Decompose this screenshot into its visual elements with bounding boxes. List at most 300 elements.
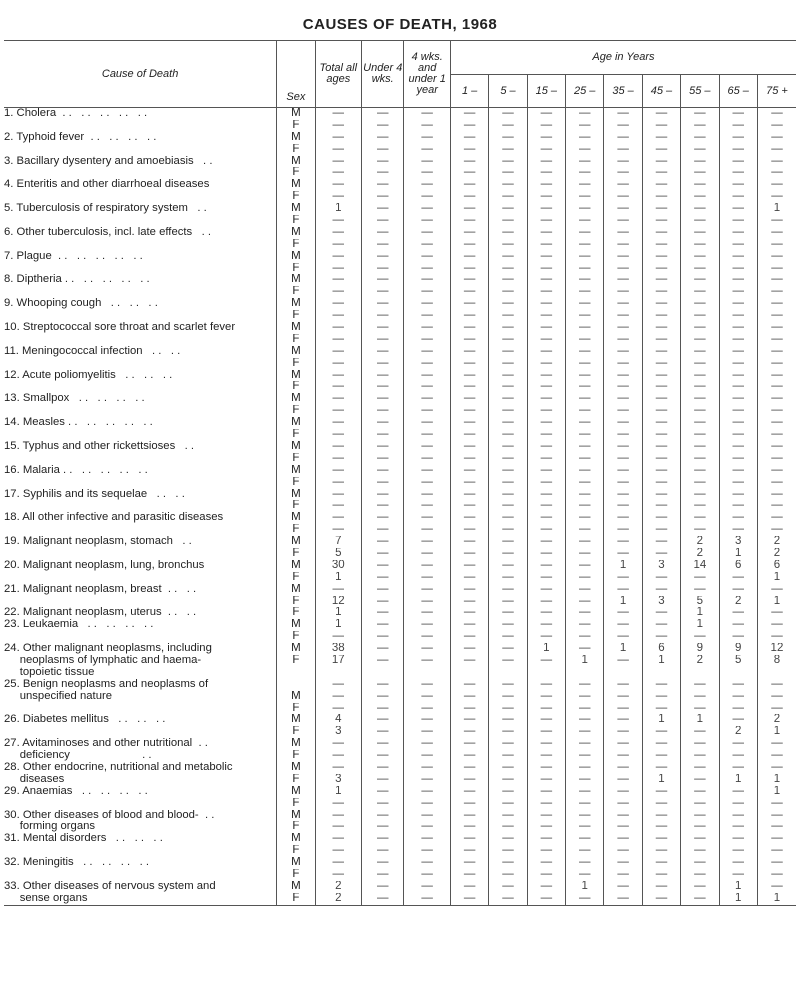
table-row: [4, 215, 796, 227]
value-cell: —: [362, 607, 404, 619]
value-cell: —: [450, 774, 488, 786]
value-cell: —: [450, 334, 488, 346]
value-cell: —: [681, 429, 719, 441]
value-cell: —: [527, 512, 565, 524]
value-cell: —: [642, 703, 680, 715]
cause-label: 8. Diptheria . . . . . . . . . .: [4, 274, 150, 286]
sex-cell: M: [277, 714, 315, 726]
value-cell: 2: [757, 536, 796, 548]
value-cell: —: [362, 821, 404, 833]
value-cell: —: [681, 120, 719, 132]
value-cell: —: [315, 286, 361, 298]
value-cell: —: [315, 298, 361, 310]
table-row: [4, 893, 796, 905]
value-cell: —: [362, 833, 404, 845]
value-cell: —: [642, 584, 680, 596]
sex-cell: F: [277, 286, 315, 298]
value-cell: —: [566, 643, 604, 655]
value-cell: 1: [757, 893, 796, 905]
value-cell: —: [719, 263, 757, 275]
value-cell: —: [604, 393, 642, 405]
value-cell: —: [527, 881, 565, 893]
value-cell: —: [681, 381, 719, 393]
value-cell: —: [757, 738, 796, 750]
sex-cell: M: [277, 560, 315, 572]
value-cell: —: [527, 239, 565, 251]
value-cell: —: [604, 215, 642, 227]
value-cell: —: [757, 393, 796, 405]
header-under-4-wks: Under 4 wks.: [362, 41, 404, 108]
table-row: [4, 798, 796, 810]
value-cell: —: [404, 429, 450, 441]
value-cell: —: [604, 477, 642, 489]
value-cell: —: [450, 572, 488, 584]
value-cell: —: [681, 524, 719, 536]
value-cell: —: [604, 429, 642, 441]
value-cell: 1: [757, 726, 796, 738]
value-cell: —: [450, 286, 488, 298]
value-cell: —: [604, 132, 642, 144]
value-cell: —: [450, 536, 488, 548]
value-cell: —: [566, 572, 604, 584]
value-cell: —: [404, 144, 450, 156]
value-cell: 1: [719, 881, 757, 893]
value-cell: —: [404, 643, 450, 655]
sex-cell: F: [277, 703, 315, 715]
value-cell: —: [450, 512, 488, 524]
value-cell: —: [757, 703, 796, 715]
value-cell: —: [404, 322, 450, 334]
table-row: [4, 643, 796, 655]
value-cell: —: [642, 786, 680, 798]
value-cell: —: [757, 358, 796, 370]
value-cell: —: [450, 881, 488, 893]
value-cell: —: [719, 857, 757, 869]
value-cell: 5: [681, 596, 719, 608]
value-cell: —: [450, 274, 488, 286]
cause-label: 13. Smallpox . . . . . . . .: [4, 393, 145, 405]
value-cell: —: [362, 322, 404, 334]
value-cell: —: [527, 489, 565, 501]
cause-label: 5. Tuberculosis of respiratory system . .: [4, 203, 207, 215]
table-row: [4, 405, 796, 417]
value-cell: —: [450, 596, 488, 608]
value-cell: —: [404, 833, 450, 845]
value-cell: —: [719, 714, 757, 726]
value-cell: 30: [315, 560, 361, 572]
value-cell: —: [362, 703, 404, 715]
value-cell: —: [404, 477, 450, 489]
value-cell: —: [527, 417, 565, 429]
value-cell: —: [489, 239, 527, 251]
sex-cell: F: [277, 381, 315, 393]
value-cell: —: [681, 845, 719, 857]
value-cell: —: [404, 405, 450, 417]
value-cell: —: [681, 322, 719, 334]
value-cell: —: [315, 631, 361, 643]
value-cell: —: [604, 298, 642, 310]
value-cell: —: [450, 144, 488, 156]
value-cell: —: [757, 679, 796, 691]
value-cell: —: [404, 798, 450, 810]
value-cell: —: [362, 453, 404, 465]
sex-cell: M: [277, 536, 315, 548]
value-cell: 1: [566, 655, 604, 667]
cause-label: [4, 310, 277, 322]
value-cell: —: [315, 120, 361, 132]
value-cell: —: [604, 453, 642, 465]
value-cell: 2: [757, 714, 796, 726]
value-cell: —: [566, 393, 604, 405]
value-cell: —: [527, 334, 565, 346]
value-cell: —: [362, 596, 404, 608]
header-age-2: 15 –: [527, 75, 565, 108]
table-row: [4, 596, 796, 608]
value-cell: —: [566, 429, 604, 441]
value-cell: —: [489, 500, 527, 512]
value-cell: —: [566, 132, 604, 144]
value-cell: [489, 667, 527, 679]
value-cell: —: [489, 286, 527, 298]
value-cell: —: [681, 132, 719, 144]
value-cell: —: [719, 239, 757, 251]
value-cell: —: [642, 108, 680, 120]
value-cell: 5: [719, 655, 757, 667]
value-cell: —: [450, 786, 488, 798]
value-cell: —: [642, 132, 680, 144]
cause-label: [4, 358, 277, 370]
value-cell: —: [489, 643, 527, 655]
value-cell: —: [362, 726, 404, 738]
value-cell: —: [404, 881, 450, 893]
value-cell: 1: [642, 714, 680, 726]
value-cell: —: [527, 548, 565, 560]
table-row: [4, 524, 796, 536]
value-cell: —: [604, 762, 642, 774]
value-cell: —: [404, 120, 450, 132]
value-cell: —: [527, 833, 565, 845]
value-cell: —: [642, 263, 680, 275]
value-cell: 1: [719, 893, 757, 905]
value-cell: —: [681, 679, 719, 691]
value-cell: —: [450, 619, 488, 631]
value-cell: —: [566, 786, 604, 798]
value-cell: —: [566, 310, 604, 322]
value-cell: —: [527, 714, 565, 726]
value-cell: —: [642, 869, 680, 881]
value-cell: 1: [315, 619, 361, 631]
value-cell: 3: [315, 726, 361, 738]
value-cell: —: [489, 619, 527, 631]
value-cell: —: [757, 156, 796, 168]
value-cell: —: [450, 833, 488, 845]
value-cell: —: [604, 179, 642, 191]
value-cell: —: [527, 251, 565, 263]
header-age-6: 55 –: [681, 75, 719, 108]
value-cell: —: [362, 893, 404, 905]
value-cell: —: [404, 619, 450, 631]
value-cell: —: [362, 500, 404, 512]
value-cell: —: [566, 179, 604, 191]
value-cell: —: [757, 833, 796, 845]
value-cell: —: [681, 215, 719, 227]
table-row: [4, 810, 796, 822]
value-cell: —: [757, 857, 796, 869]
value-cell: —: [757, 227, 796, 239]
value-cell: —: [642, 334, 680, 346]
value-cell: —: [719, 108, 757, 120]
value-cell: —: [642, 489, 680, 501]
value-cell: —: [404, 524, 450, 536]
value-cell: —: [489, 251, 527, 263]
value-cell: —: [757, 489, 796, 501]
value-cell: —: [566, 560, 604, 572]
sex-cell: F: [277, 774, 315, 786]
sex-cell: F: [277, 500, 315, 512]
value-cell: —: [450, 584, 488, 596]
value-cell: —: [681, 393, 719, 405]
cause-label: 30. Other diseases of blood and blood- . .: [4, 809, 215, 821]
table-row: [4, 167, 796, 179]
value-cell: —: [566, 322, 604, 334]
value-cell: 6: [719, 560, 757, 572]
cause-label: forming organs: [4, 821, 96, 833]
cause-label: 32. Meningitis . . . . . . . .: [4, 857, 150, 869]
value-cell: —: [642, 179, 680, 191]
value-cell: —: [404, 370, 450, 382]
value-cell: —: [527, 429, 565, 441]
value-cell: —: [681, 584, 719, 596]
value-cell: —: [642, 298, 680, 310]
value-cell: —: [404, 631, 450, 643]
table-row: [4, 512, 796, 524]
value-cell: —: [362, 881, 404, 893]
value-cell: 1: [566, 881, 604, 893]
value-cell: —: [757, 762, 796, 774]
value-cell: —: [450, 500, 488, 512]
value-cell: —: [450, 346, 488, 358]
value-cell: —: [404, 560, 450, 572]
value-cell: —: [527, 857, 565, 869]
value-cell: —: [315, 465, 361, 477]
value-cell: —: [362, 762, 404, 774]
value-cell: —: [566, 477, 604, 489]
value-cell: —: [404, 179, 450, 191]
cause-label: 31. Mental disorders . . . . . .: [4, 833, 163, 845]
cause-label: 6. Other tuberculosis, incl. late effects . .: [4, 226, 211, 238]
value-cell: —: [642, 346, 680, 358]
value-cell: —: [681, 798, 719, 810]
cause-label: [4, 167, 277, 179]
value-cell: 1: [757, 774, 796, 786]
cause-label: [4, 726, 277, 738]
cause-label: sense organs: [4, 893, 277, 905]
value-cell: —: [604, 655, 642, 667]
sex-cell: M: [277, 786, 315, 798]
value-cell: —: [362, 381, 404, 393]
value-cell: —: [566, 679, 604, 691]
value-cell: —: [719, 441, 757, 453]
sex-cell: F: [277, 334, 315, 346]
table-row: [4, 726, 796, 738]
value-cell: —: [315, 334, 361, 346]
value-cell: 12: [315, 596, 361, 608]
value-cell: —: [642, 833, 680, 845]
value-cell: —: [489, 821, 527, 833]
value-cell: —: [604, 370, 642, 382]
value-cell: —: [566, 524, 604, 536]
table-row: [4, 667, 796, 679]
value-cell: —: [604, 156, 642, 168]
value-cell: 14: [681, 560, 719, 572]
value-cell: —: [362, 251, 404, 263]
sex-cell: F: [277, 798, 315, 810]
table-row: [4, 786, 796, 798]
value-cell: —: [757, 215, 796, 227]
value-cell: —: [362, 489, 404, 501]
cause-label: 2. Typhoid fever . . . . . . . .: [4, 131, 157, 143]
value-cell: —: [489, 750, 527, 762]
value-cell: —: [362, 512, 404, 524]
value-cell: —: [719, 179, 757, 191]
value-cell: —: [719, 203, 757, 215]
value-cell: 2: [681, 548, 719, 560]
value-cell: —: [757, 465, 796, 477]
value-cell: —: [604, 500, 642, 512]
value-cell: —: [489, 417, 527, 429]
value-cell: —: [642, 881, 680, 893]
sex-cell: M: [277, 881, 315, 893]
table-row: [4, 108, 796, 120]
sex-cell: F: [277, 191, 315, 203]
table-row: [4, 263, 796, 275]
value-cell: —: [315, 869, 361, 881]
value-cell: —: [681, 703, 719, 715]
cause-label: [4, 405, 277, 417]
sex-cell: M: [277, 643, 315, 655]
value-cell: —: [642, 191, 680, 203]
value-cell: —: [681, 108, 719, 120]
table-row: [4, 381, 796, 393]
value-cell: —: [404, 286, 450, 298]
sex-cell: F: [277, 477, 315, 489]
value-cell: [566, 667, 604, 679]
table-row: [4, 179, 796, 191]
value-cell: —: [642, 762, 680, 774]
value-cell: —: [566, 691, 604, 703]
sex-cell: M: [277, 179, 315, 191]
cause-label: [4, 191, 277, 203]
value-cell: —: [362, 156, 404, 168]
table-row: [4, 370, 796, 382]
value-cell: —: [527, 619, 565, 631]
value-cell: —: [450, 132, 488, 144]
table-row: [4, 857, 796, 869]
cause-label: 9. Whooping cough . . . . . .: [4, 298, 158, 310]
value-cell: —: [527, 179, 565, 191]
value-cell: —: [404, 584, 450, 596]
value-cell: —: [757, 512, 796, 524]
value-cell: —: [757, 370, 796, 382]
value-cell: —: [489, 679, 527, 691]
value-cell: —: [642, 691, 680, 703]
table-row: [4, 833, 796, 845]
value-cell: —: [362, 120, 404, 132]
value-cell: —: [362, 429, 404, 441]
value-cell: —: [604, 738, 642, 750]
table-row: [4, 239, 796, 251]
value-cell: 2: [681, 536, 719, 548]
value-cell: [362, 667, 404, 679]
value-cell: —: [604, 263, 642, 275]
value-cell: —: [315, 679, 361, 691]
value-cell: —: [404, 691, 450, 703]
table-row: [4, 845, 796, 857]
value-cell: —: [642, 477, 680, 489]
value-cell: —: [642, 500, 680, 512]
value-cell: —: [719, 251, 757, 263]
value-cell: —: [489, 179, 527, 191]
value-cell: 1: [642, 655, 680, 667]
value-cell: —: [719, 381, 757, 393]
value-cell: —: [642, 227, 680, 239]
cause-label: [4, 596, 277, 608]
value-cell: —: [450, 762, 488, 774]
value-cell: —: [719, 429, 757, 441]
value-cell: 2: [681, 655, 719, 667]
value-cell: —: [489, 453, 527, 465]
table-row: [4, 821, 796, 833]
value-cell: —: [604, 417, 642, 429]
value-cell: —: [757, 821, 796, 833]
cause-label: [4, 631, 277, 643]
value-cell: —: [604, 607, 642, 619]
header-sex: Sex: [277, 41, 315, 108]
value-cell: —: [719, 572, 757, 584]
value-cell: [404, 667, 450, 679]
value-cell: —: [362, 298, 404, 310]
sex-cell: F: [277, 429, 315, 441]
value-cell: —: [757, 132, 796, 144]
cause-label: [4, 120, 277, 132]
value-cell: —: [315, 833, 361, 845]
cause-label: 7. Plague . . . . . . . . . .: [4, 250, 143, 262]
value-cell: —: [757, 274, 796, 286]
value-cell: —: [527, 393, 565, 405]
value-cell: —: [642, 738, 680, 750]
value-cell: —: [489, 572, 527, 584]
value-cell: —: [450, 631, 488, 643]
value-cell: —: [450, 560, 488, 572]
value-cell: —: [315, 191, 361, 203]
value-cell: —: [315, 310, 361, 322]
value-cell: —: [315, 857, 361, 869]
value-cell: —: [527, 798, 565, 810]
table-row: [4, 489, 796, 501]
value-cell: [681, 667, 719, 679]
value-cell: —: [757, 310, 796, 322]
value-cell: —: [604, 869, 642, 881]
value-cell: —: [566, 584, 604, 596]
value-cell: —: [681, 370, 719, 382]
cause-label: 16. Malaria . . . . . . . . . .: [4, 464, 148, 476]
value-cell: —: [604, 726, 642, 738]
value-cell: —: [450, 263, 488, 275]
value-cell: —: [450, 215, 488, 227]
sex-cell: F: [277, 548, 315, 560]
value-cell: —: [489, 477, 527, 489]
value-cell: —: [362, 417, 404, 429]
